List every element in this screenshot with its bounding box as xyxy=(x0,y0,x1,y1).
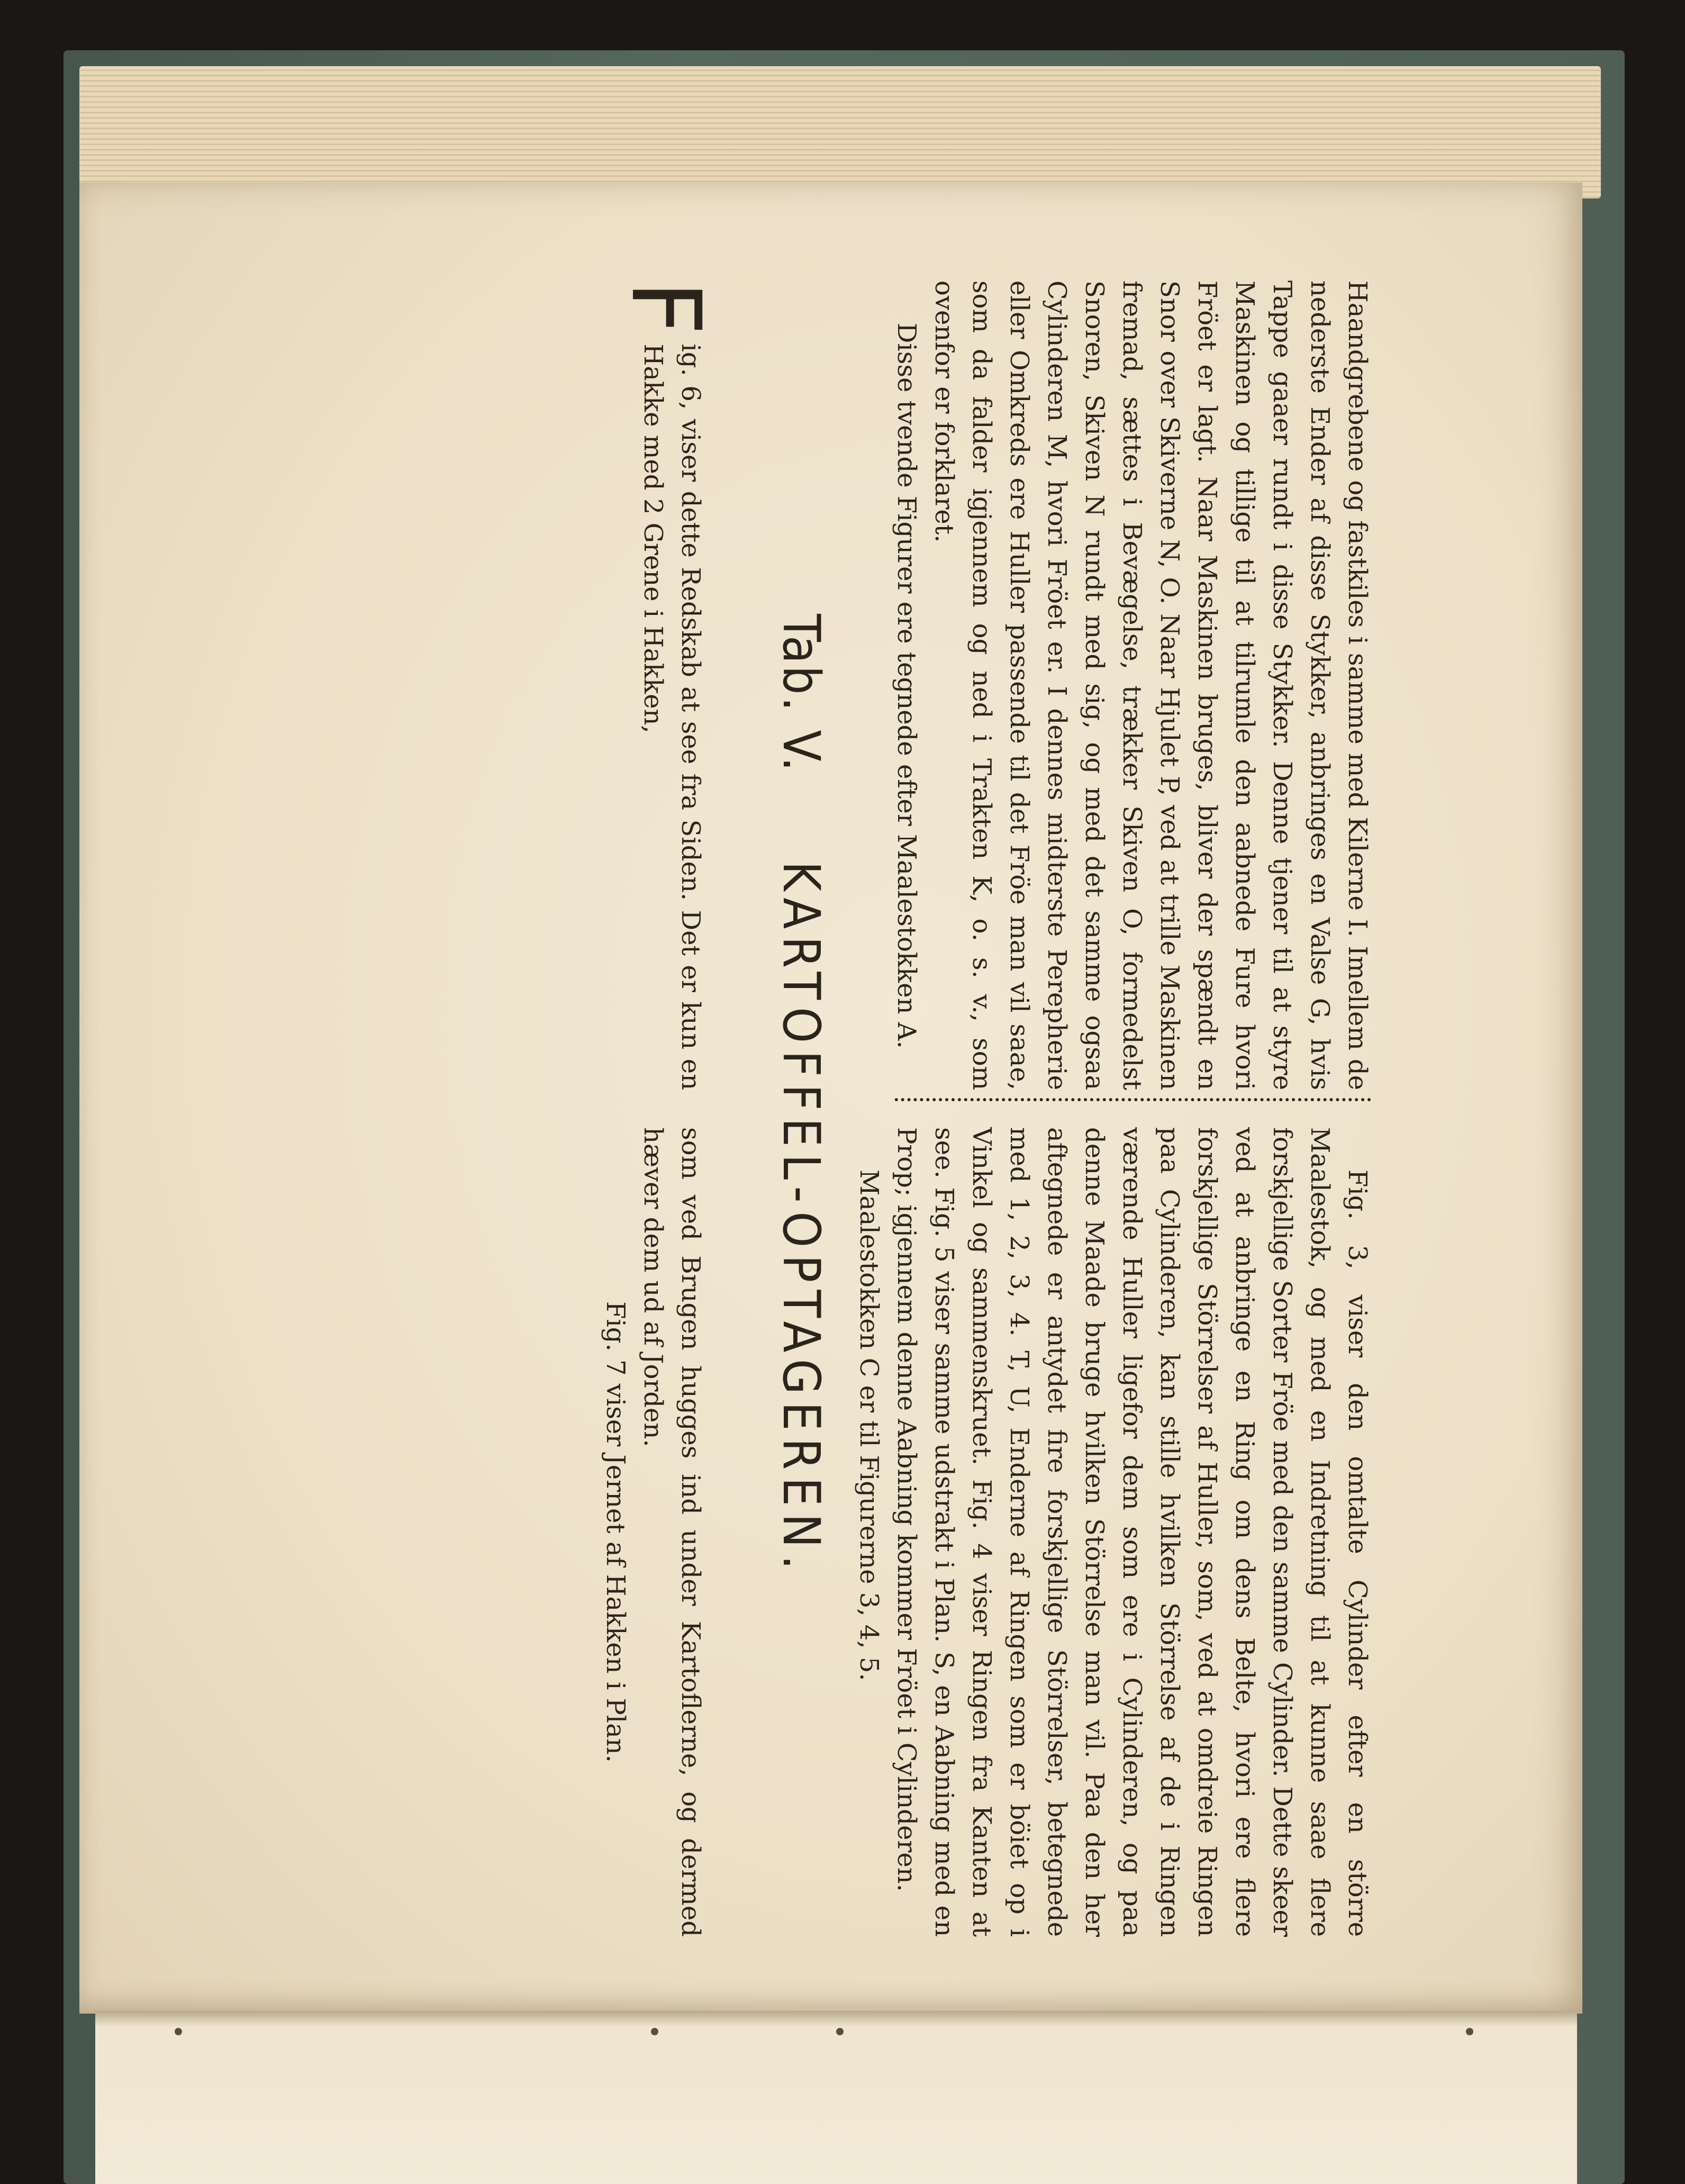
section-heading xyxy=(772,249,831,1942)
right-paragraph-2: Maalestokken C er til Figurerne 3, 4, 5. xyxy=(854,1170,884,1681)
heading-tab: Tab. V. xyxy=(772,614,831,774)
column-divider xyxy=(894,1098,1371,1112)
lower-left-column xyxy=(610,280,721,1090)
right-paragraph-1: Fig. 3, viser den omtalte Cylinder efter en större Maalestok, og med en Indretning til at kunne saae flere forskjellige Sorter Fröe med den samme Cylinder. Dette skeer ved at anbringe en Ring om dens Belte, hvori ere flere forskjellige Störrelser af Huller, som, ved at omdreie Ringen paa Cylinderen, kan stille hvilken Störrelse af de i Ringen værende Huller ligefor dem som ere i Cylinderen, og paa denne Maade bruge hvilken Störrelse man vil. Paa den her aftegnede er antydet fire forskjellige Störrelser, betegnede med 1, 2, 3, 4. T, U, Enderne af Ringen som er böiet op i Vinkel og sammenskruet. Fig. 4 viser Ringen fra Kanten at see. Fig. 5 viser samme udstrakt i Plan. S, en Aabning med en Prop; igjennem denne Aabning kommer Fröet i Cylinderen. xyxy=(892,1127,1372,1937)
rotated-text-block xyxy=(318,249,1376,1942)
lower-left-text: ig. 6, viser dette Redskab at see fra Siden. Det er kun en Hakke med 2 Grene i Hakken, xyxy=(638,343,705,1090)
drop-cap: F xyxy=(610,280,721,336)
right-column xyxy=(850,1127,1376,1937)
binding-stitch xyxy=(836,2028,844,2035)
binding-stitch xyxy=(175,2028,182,2035)
upper-two-columns xyxy=(847,249,1376,1942)
left-paragraph-1: Haandgrebene og fastkiles i samme med Kilerne I. Imellem de nederste Ender af disse Stykker, anbringes en Valse G, hvis Tappe gaaer rundt i disse Stykker. Denne tjener til at styre Maskinen og tillige til at tilrumle den aabnede Fure hvori Fröet er lagt. Naar Maskinen bruges, bliver der spændt en Snor over Skiverne N, O. Naar Hjulet P, ved at trille Maskinen fremad, sættes i Bevægelse, trækker Skiven O, formedelst Snoren, Skiven N rundt med sig, og med det samme ogsaa Cylinderen M, hvori Fröet er. I dennes midterste Perepherie eller Omkreds ere Huller passende til det Fröe man vil saae, som da falder igjennem og ned i Trakten K, o. s. v., som ovenfor er forklaret. xyxy=(929,280,1372,1090)
left-paragraph-2: Disse tvende Figurer ere tegnede efter Maalestokken A. xyxy=(892,323,921,1049)
binding-stitch xyxy=(651,2028,658,2035)
binding-stitch xyxy=(1466,2028,1473,2035)
heading-title: KARTOFFEL-OPTAGEREN. xyxy=(772,861,831,1577)
lower-right-column xyxy=(596,1127,709,1937)
page-edges xyxy=(79,66,1601,198)
lower-right-text: som ved Brugen hugges ind under Kartoflerne, og dermed hæver dem ud af Jorden. xyxy=(638,1127,705,1937)
left-column xyxy=(887,280,1376,1090)
fig7-caption: Fig. 7 viser Jernet af Hakken i Plan. xyxy=(601,1301,630,1763)
lower-two-columns xyxy=(392,249,721,1942)
facing-page xyxy=(95,2011,1577,2184)
